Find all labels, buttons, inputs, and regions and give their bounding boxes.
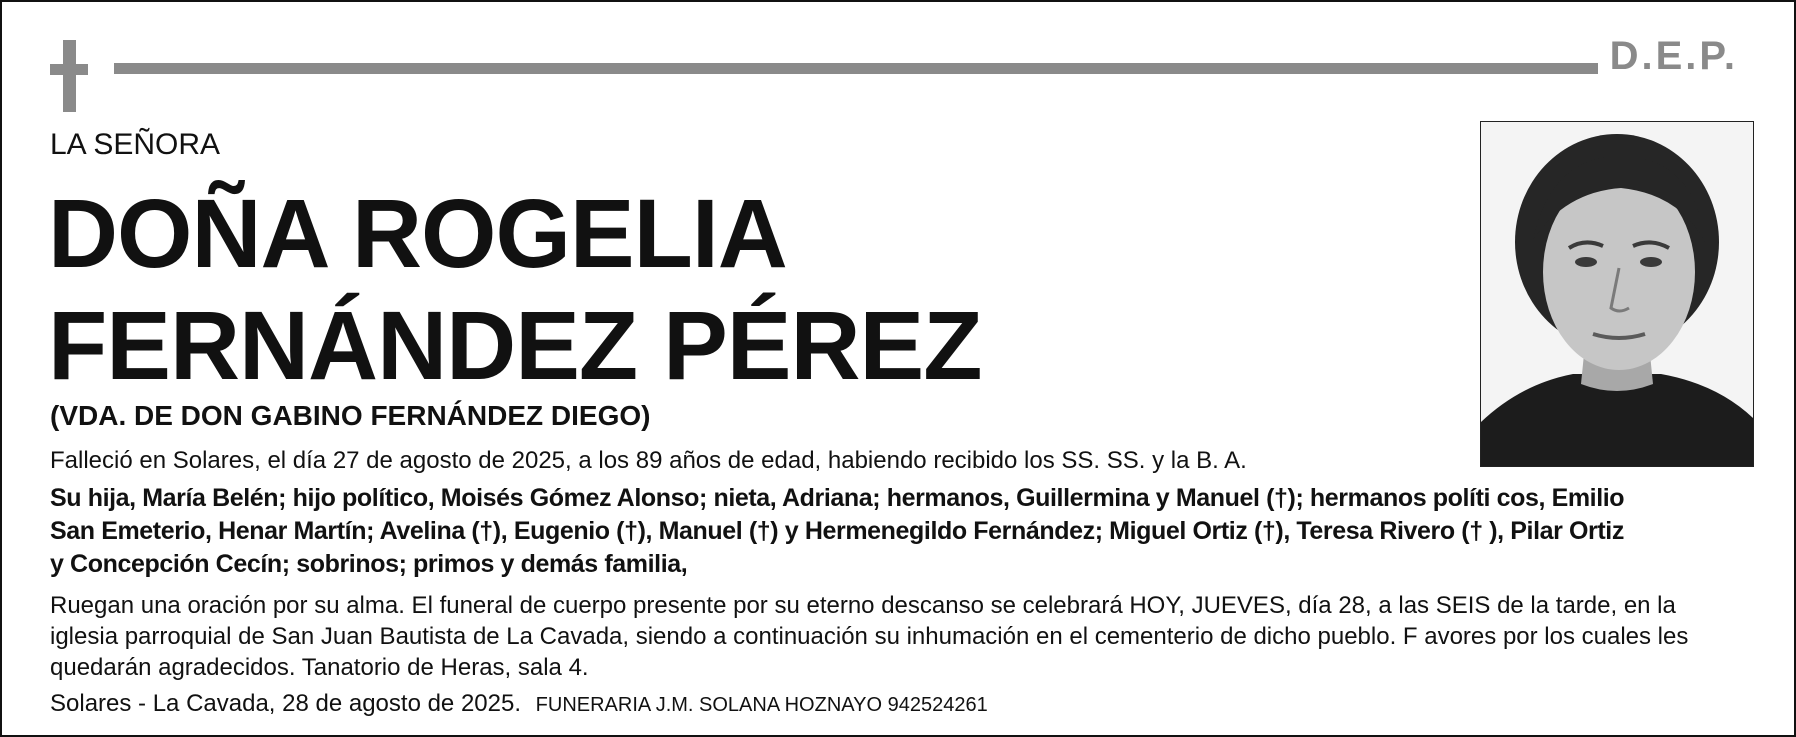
family-line: San Emeterio, Henar Martín; Avelina (†), Eugenio (†), Manuel (†) y Hermenegildo Fernández; Miguel Ortiz (†), Teresa Rivero († ), Pilar Ortiz [50, 517, 1624, 545]
portrait-image [1481, 122, 1753, 466]
funeraria-contact: FUNERARIA J.M. SOLANA HOZNAYO 942524261 [535, 694, 988, 716]
header-rule [114, 63, 1598, 74]
family-line: Su hija, María Belén; hijo político, Moisés Gómez Alonso; nieta, Adriana; hermanos, Guillermina y Manuel (†); hermanos políti cos, Emilio [50, 484, 1625, 512]
widow-note: (VDA. DE DON GABINO FERNÁNDEZ DIEGO) [50, 400, 651, 431]
deceased-name [48, 178, 982, 402]
death-statement: Falleció en Solares, el día 27 de agosto de 2025, a los 89 años de edad, habiendo recibido los SS. SS. y la B. A. [50, 447, 1247, 474]
request-line: iglesia parroquial de San Juan Bautista de La Cavada, siendo a continuación su inhumación en el cementerio de dicho pueblo. F avores por los cuales les [50, 623, 1689, 650]
family-list [50, 482, 1730, 581]
dep-label: D.E.P. [1609, 34, 1738, 78]
portrait-photo [1480, 121, 1754, 467]
place-date: Solares - La Cavada, 28 de agosto de 2025. [50, 690, 521, 717]
funeral-request [50, 590, 1750, 683]
footer [50, 690, 988, 718]
name-line-2: FERNÁNDEZ PÉREZ [48, 291, 982, 400]
name-line-1: DOÑA ROGELIA [48, 179, 787, 288]
cross-icon [50, 40, 88, 112]
request-line: quedarán agradecidos. Tanatorio de Heras, sala 4. [50, 654, 589, 681]
request-line: Ruegan una oración por su alma. El funeral de cuerpo presente por su eterno descanso se celebrará HOY, JUEVES, día 28, a las SEIS de la tarde, en la [50, 592, 1676, 619]
family-line: y Concepción Cecín; sobrinos; primos y demás familia, [50, 550, 688, 578]
intro-title: LA SEÑORA [50, 128, 221, 161]
